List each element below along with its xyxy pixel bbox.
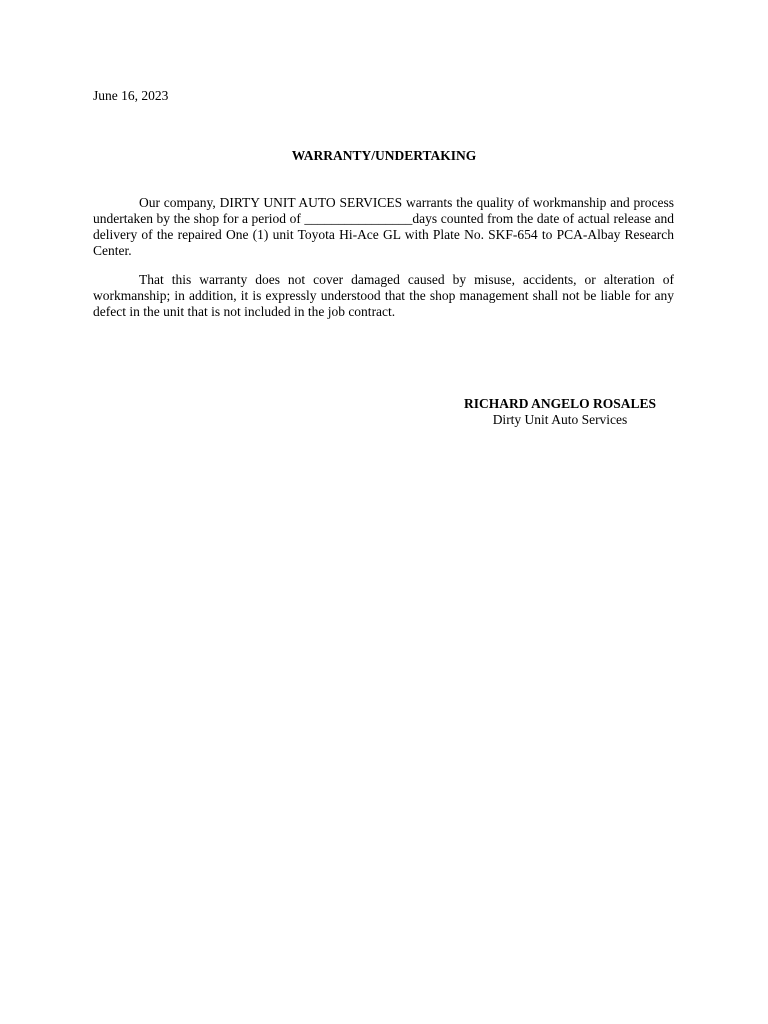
warranty-text-start: Our company, DIRTY UNIT AUTO SERVICES warrants the quality of workmanship and process undertaken by the shop for a period of — [93, 195, 674, 226]
signatory-company: Dirty Unit Auto Services — [492, 412, 628, 427]
document-title: WARRANTY/UNDERTAKING — [291, 148, 477, 163]
exclusion-paragraph: That this warranty does not cover damaged caused by misuse, accidents, or alteration of workmanship; in addition, it is expressly understood that the shop management shall not be liable for any defect in the unit that is not included in the job contract. — [93, 272, 674, 319]
warranty-paragraph — [93, 195, 674, 259]
signature-block — [460, 396, 674, 428]
warranty-text-end: days counted from the date of actual release and delivery of the repaired One (1) unit Toyota Hi-Ace GL with Plate No. SKF-654 to PCA-Albay Research Center. — [93, 211, 674, 258]
letter-date: June 16, 2023 — [93, 88, 169, 103]
signatory-name: RICHARD ANGELO ROSALES — [463, 396, 657, 411]
period-blank: ________________ — [304, 211, 413, 226]
